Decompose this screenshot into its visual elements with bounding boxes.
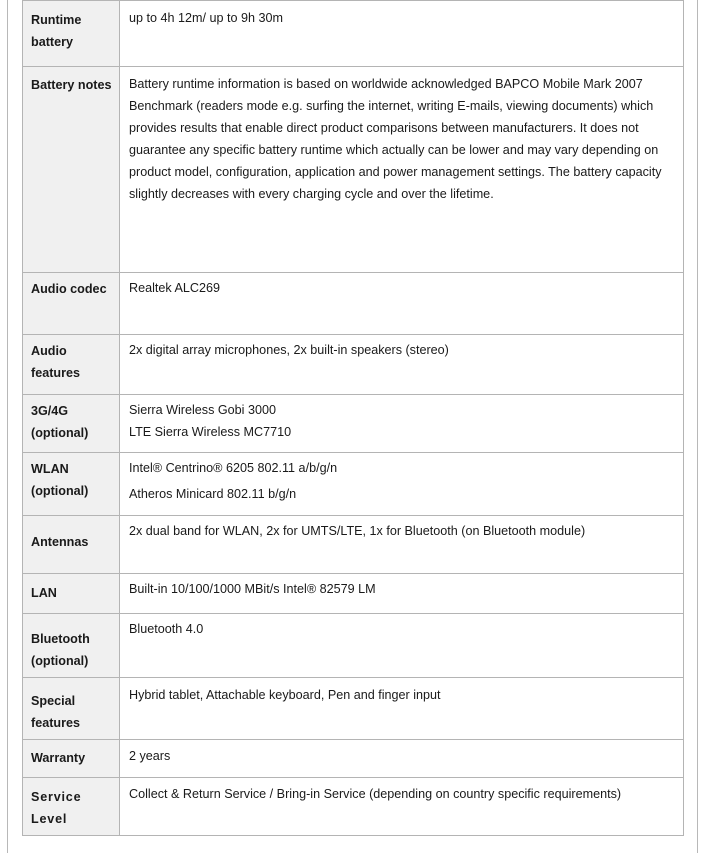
row-label: Warranty — [23, 740, 120, 778]
table-row-3g-4g — [23, 395, 684, 453]
table-row-runtime-battery — [23, 1, 684, 67]
row-label: Runtime battery — [23, 1, 120, 67]
row-value — [120, 1, 684, 67]
row-label: WLAN (optional) — [23, 453, 120, 516]
table-row-lan — [23, 574, 684, 614]
value-line: 2x dual band for WLAN, 2x for UMTS/LTE, 1x for Bluetooth (on Bluetooth module) — [129, 524, 586, 538]
spec-table — [22, 0, 684, 836]
row-value — [120, 395, 684, 453]
table-row-bluetooth — [23, 614, 684, 678]
row-label: Battery notes — [23, 67, 120, 273]
row-label: Service Level — [23, 778, 120, 836]
page-border-left — [7, 0, 8, 853]
value-line: Hybrid tablet, Attachable keyboard, Pen and finger input — [129, 688, 441, 702]
table-row-audio-codec — [23, 273, 684, 335]
page-border-right — [697, 0, 698, 853]
value-line: Intel® Centrino® 6205 802.11 a/b/g/n — [129, 461, 338, 475]
table-row-warranty — [23, 740, 684, 778]
row-label: Bluetooth (optional) — [23, 614, 120, 678]
row-value — [120, 678, 684, 740]
row-value — [120, 273, 684, 335]
table-row-antennas — [23, 516, 684, 574]
row-value — [120, 67, 684, 273]
row-value — [120, 453, 684, 516]
value-line: Atheros Minicard 802.11 b/g/n — [129, 487, 297, 501]
row-label: Audio codec — [23, 273, 120, 335]
row-value — [120, 335, 684, 395]
row-label: LAN — [23, 574, 120, 614]
value-line: 2 years — [129, 749, 171, 763]
value-line: up to 4h 12m/ up to 9h 30m — [129, 11, 284, 25]
value-line: Realtek ALC269 — [129, 281, 221, 295]
row-value — [120, 614, 684, 678]
value-line: Built-in 10/100/1000 MBit/s Intel® 82579 LM — [129, 582, 376, 596]
table-row-battery-notes — [23, 67, 684, 273]
row-value — [120, 778, 684, 836]
value-line: Collect & Return Service / Bring-in Service (depending on country specific requirements) — [129, 787, 622, 801]
row-value — [120, 740, 684, 778]
table-row-audio-features — [23, 335, 684, 395]
table-row-wlan — [23, 453, 684, 516]
value-line: Sierra Wireless Gobi 3000 — [129, 403, 276, 417]
row-label: Antennas — [23, 516, 120, 574]
row-label: Special features — [23, 678, 120, 740]
row-label: 3G/4G (optional) — [23, 395, 120, 453]
row-label: Audio features — [23, 335, 120, 395]
table-row-service-level — [23, 778, 684, 836]
value-line: 2x digital array microphones, 2x built-in speakers (stereo) — [129, 343, 449, 357]
table-row-special-features — [23, 678, 684, 740]
row-value — [120, 574, 684, 614]
value-line: LTE Sierra Wireless MC7710 — [129, 425, 292, 439]
row-value — [120, 516, 684, 574]
value-line: Battery runtime information is based on worldwide acknowledged BAPCO Mobile Mark 2007 Benchmark (readers mode e.g. surfing the internet, writing E-mails, viewing documents) which provides results that enable direct product comparisons between manufacturers. It does not guarantee any specific battery runtime which actually can be lower and may vary depending on product model, configuration, application and power management settings. The battery capacity slightly decreases with every charging cycle and over the lifetime. — [129, 77, 662, 201]
value-line: Bluetooth 4.0 — [129, 622, 204, 636]
